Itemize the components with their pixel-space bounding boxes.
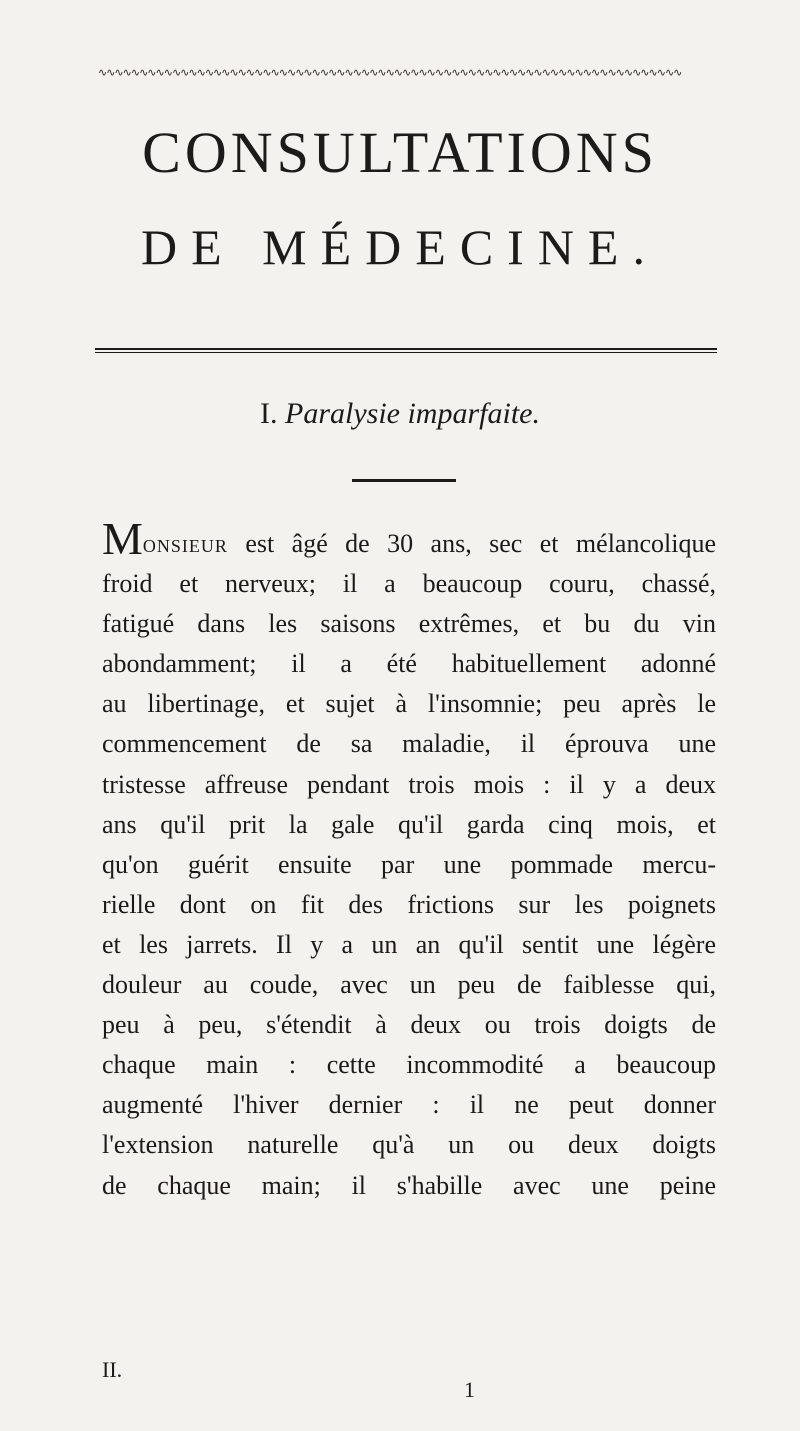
- text-line: et les jarrets. Il y a un an qu'il sentit une légère: [102, 929, 716, 959]
- first-line-rest: est âgé de 30 ans, sec et mélancolique: [227, 529, 716, 558]
- text-line: froid et nerveux; il a beaucoup couru, chassé,: [102, 569, 716, 599]
- body-paragraph: [102, 524, 716, 1206]
- signature-mark: II.: [102, 1357, 123, 1382]
- text-line: de chaque main; il s'habille avec une peine: [102, 1170, 716, 1200]
- header-ornament: ∿∿∿∿∿∿∿∿∿∿∿∿∿∿∿∿∿∿∿∿∿∿∿∿∿∿∿∿∿∿∿∿∿∿∿∿∿∿∿∿∿∿∿∿∿∿∿∿∿∿∿∿∿∿∿∿∿∿∿∿∿∿∿∿∿∿∿∿∿∿∿: [98, 66, 682, 79]
- text-line: augmenté l'hiver dernier : il ne peut donner: [102, 1090, 716, 1120]
- text-line: l'extension naturelle qu'à un ou deux doigts: [102, 1130, 716, 1160]
- text-line: commencement de sa maladie, il éprouva une: [102, 729, 716, 759]
- text-line: [102, 524, 716, 564]
- text-line: douleur au coude, avec un peu de faiblesse qui,: [102, 970, 716, 1000]
- text-line: tristesse affreuse pendant trois mois : il y a deux: [102, 769, 716, 799]
- section-number: I.: [260, 397, 278, 430]
- page-title: CONSULTATIONS: [142, 120, 658, 185]
- first-word-small-caps: onsieur: [142, 529, 228, 558]
- text-line: fatigué dans les saisons extrêmes, et bu du vin: [102, 609, 716, 639]
- text-line: qu'on guérit ensuite par une pommade mercu-: [102, 849, 716, 879]
- page-number: 1: [464, 1377, 475, 1402]
- page-subtitle: DE MÉDECINE.: [141, 219, 659, 275]
- short-rule-divider: [352, 479, 456, 482]
- section-heading: [0, 394, 800, 434]
- text-line: ans qu'il prit la gale qu'il garda cinq mois, et: [102, 809, 716, 839]
- drop-cap: M: [102, 524, 143, 564]
- text-line: rielle dont on fit des frictions sur les poignets: [102, 889, 716, 919]
- section-title: Paralysie imparfaite.: [285, 397, 540, 430]
- double-rule-divider: [95, 348, 717, 353]
- text-line: au libertinage, et sujet à l'insomnie; peu après le: [102, 689, 716, 719]
- text-line: peu à peu, s'étendit à deux ou trois doigts de: [102, 1010, 716, 1040]
- text-line: chaque main : cette incommodité a beaucoup: [102, 1050, 716, 1080]
- text-line: abondamment; il a été habituellement adonné: [102, 649, 716, 679]
